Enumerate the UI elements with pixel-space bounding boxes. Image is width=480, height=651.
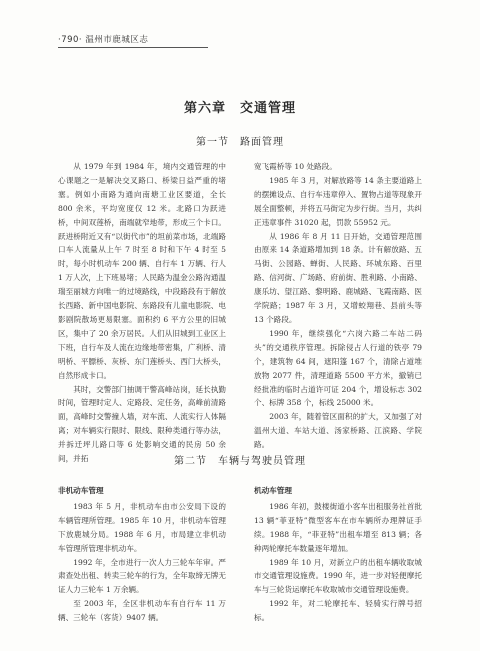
paragraph: 1992 年，全市进行一次人力三轮车年审。严肃查处出租、转卖三轮车的行为，全年取缔无牌无证人力三轮车 1 万余辆。 (58, 557, 226, 595)
section-2-left-column (58, 484, 226, 625)
paragraph: 1989 年 10 月，对新立户的出租车辆收取城市交通管理设施费。1990 年，进一步对轻便摩托车与三轮货运摩托车收取城市交通管理设施费。 (254, 557, 422, 595)
section-1-title: 第一节 路面管理 (196, 137, 284, 148)
paragraph: 1985 年 3 月，对解放路等 14 条主要道路上的摆摊设点、自行车违章停入、置物占道等现象开展全面整顿，并将五马街定为步行街。当月，共纠正违章事件 31020 起，罚款 55952 元。 (254, 175, 422, 227)
chapter-title: 第六章 交通管理 (183, 101, 296, 116)
section-2-right-column (254, 484, 422, 625)
paragraph: 从 1979 年到 1984 年，境内交通管理的中心课题之一是解决交叉路口、桥梁日益严重的堵塞。例如小南路为通向南塘工业区要道，全长 800 余米，平均宽度仅 12 米。北路口为跃进桥，中间双莲桥，南端就窄地带，形成三个卡口。跃进桥附近又有“以街代市”的坦前菜市场，北端路口车人流量从上午 7 时至 8 时和下午 4 时至 5 时，每小时机动车 200 辆、自行车 1 万辆、行人 1 万人次，上下班易堵；人民路为温金公路沟通温瑞至丽城方向唯一的过境路线，中段路段有于解放长西路、新中国电影院、东路段有儿童电影院、电影剧院散场更易限塞。面积约 6 平方公里的旧城区，集中了 20 余万居民。人们从旧城到工业区上下班，自行车及人流在边缘地带密集，广利桥、清明桥、平膘桥、灰桥、东门莲桥头、西门大桥头，自然形成卡口。 (58, 162, 226, 380)
subsection-heading: 非机动车管理 (58, 486, 104, 495)
section-2-title: 第二节 车辆与驾驶员管理 (174, 456, 306, 467)
paragraph: 2003 年，随着管区面积的扩大，又加强了对温州大道、车站大道、汤家桥路、江滨路、学院路。 (254, 412, 422, 450)
running-header: ·790· 温州市鹿城区志 (58, 35, 149, 45)
section-1-left-column (58, 160, 226, 466)
paragraph: 至 2003 年，全区非机动车有自行车 11 万辆、三轮车（客货）9407 辆。 (58, 599, 226, 623)
paragraph: 其时，交警部门抽调干警高峰站岗，延长执勤时间，管理时定人、定路段、定任务，高峰前清路面，高峰时交警撞人墙，对车流、人流实行人体隔离；对车辆实行限时、限线、限种类通行等办法，并拆迁坪儿路口等 6 处影响交通的民房 50 余间，并拓 (58, 384, 226, 464)
paragraph: 从 1986 年 8 月 11 日开始，交通管理范围由原来 14 条道路增加到 18 条。计有解放路、五马街、公园路、蝉街、人民路、环城东路、百里路、信河街、广场路、府前街、胜利路、小南路、康乐坊、望江路、黎明路、鹿城路、飞霞南路、医学院路；1987 年 3 月，又增蛟翔巷、县前头等 13 个路段。 (254, 231, 422, 324)
header-rule (58, 47, 208, 48)
paragraph: 宽飞霞桥等 10 处路段。 (254, 162, 337, 171)
paragraph: 1986 年初，鼓楼街道小客车出租服务社首批 13 辆“菲亚特”微型客车在市车辆所办理牌证手续。1988 年，“菲亚特”出租车增至 813 辆；各种两轮摩托车数量逐年增加。 (254, 501, 422, 553)
section-1-right-column (254, 160, 422, 452)
paragraph: 1990 年，继续强化“六岗六路二车站二码头”的交通秩序管理。拆除侵占人行道的铁亭 79 个，建筑物 64 间，遮阳篷 167 个，清除占道堆放物 2077 件，清理道路 5500 平方米，撤销已经批准的临时占道许可证 204 个，增设标志 302 个、标牌 358 个，标线 25000 米。 (254, 328, 422, 408)
paragraph: 1983 年 5 月，非机动车由市公安局下设的车辆管理所管理。1985 年 10 月，非机动车管理下放鹿城分局。1988 年 6 月，市局建立非机动车管理所管理非机动车。 (58, 501, 226, 553)
subsection-heading: 机动车管理 (254, 486, 292, 495)
paragraph: 1992 年，对二轮摩托车、轻骑实行牌号招标。 (254, 599, 422, 623)
